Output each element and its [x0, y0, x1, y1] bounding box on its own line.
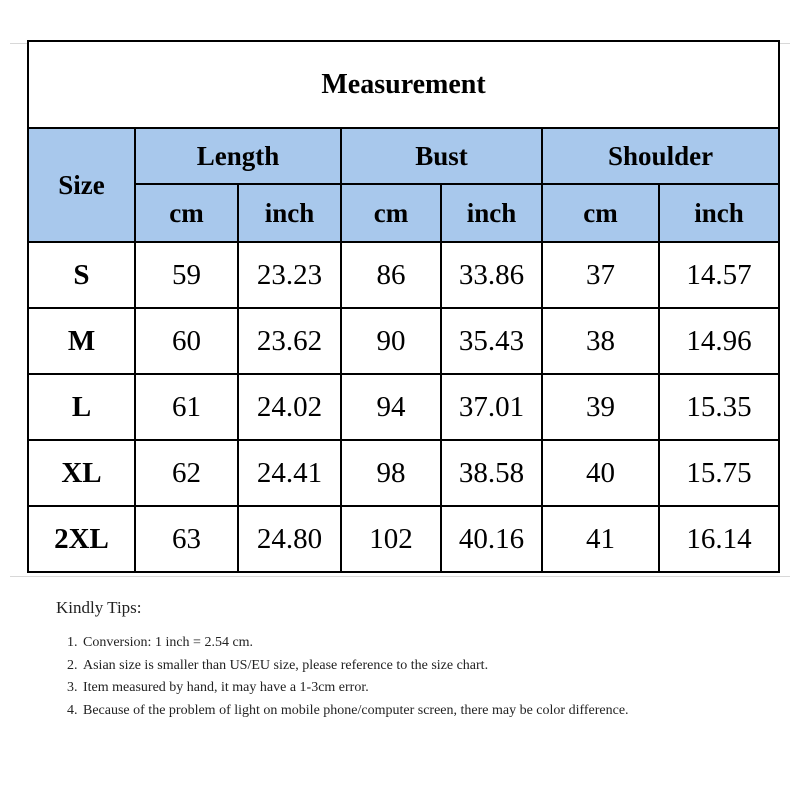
unit-header: cm [542, 184, 659, 242]
unit-header: inch [238, 184, 341, 242]
table-cell: 23.62 [238, 308, 341, 374]
size-label: L [28, 374, 135, 440]
group-header-length: Length [135, 128, 341, 184]
table-cell: 16.14 [659, 506, 779, 572]
table-cell: 38.58 [441, 440, 542, 506]
kindly-tips [56, 598, 676, 722]
table-cell: 94 [341, 374, 441, 440]
tips-list [56, 632, 676, 722]
size-header: Size [28, 128, 135, 242]
table-cell: 41 [542, 506, 659, 572]
table-cell: 14.96 [659, 308, 779, 374]
table-cell: 24.80 [238, 506, 341, 572]
tip-item: 3. Item measured by hand, it may have a 1-3cm error. [81, 677, 676, 700]
size-chart-table [27, 40, 780, 573]
unit-header: cm [341, 184, 441, 242]
table-cell: 24.02 [238, 374, 341, 440]
table-cell: 24.41 [238, 440, 341, 506]
size-label: XL [28, 440, 135, 506]
table-cell: 33.86 [441, 242, 542, 308]
tip-item: 2. Asian size is smaller than US/EU size, please reference to the size chart. [81, 655, 676, 678]
table-row [28, 308, 779, 374]
table-cell: 38 [542, 308, 659, 374]
table-cell: 37 [542, 242, 659, 308]
table-cell: 23.23 [238, 242, 341, 308]
size-label: M [28, 308, 135, 374]
table-cell: 102 [341, 506, 441, 572]
table-cell: 61 [135, 374, 238, 440]
table-cell: 60 [135, 308, 238, 374]
table-cell: 14.57 [659, 242, 779, 308]
table-cell: 37.01 [441, 374, 542, 440]
tip-item: 4. Because of the problem of light on mobile phone/computer screen, there may be color difference. [81, 700, 676, 723]
table-cell: 98 [341, 440, 441, 506]
unit-header: cm [135, 184, 238, 242]
table-cell: 40.16 [441, 506, 542, 572]
table-cell: 86 [341, 242, 441, 308]
table-cell: 59 [135, 242, 238, 308]
table-cell: 15.35 [659, 374, 779, 440]
group-header-bust: Bust [341, 128, 542, 184]
table-row [28, 374, 779, 440]
tips-title: Kindly Tips: [56, 598, 142, 617]
size-label: 2XL [28, 506, 135, 572]
table-row [28, 440, 779, 506]
table-cell: 39 [542, 374, 659, 440]
unit-header: inch [659, 184, 779, 242]
table-cell: 35.43 [441, 308, 542, 374]
table-cell: 40 [542, 440, 659, 506]
table-title: Measurement [28, 41, 779, 128]
table-row [28, 506, 779, 572]
unit-header: inch [441, 184, 542, 242]
group-header-shoulder: Shoulder [542, 128, 779, 184]
table-cell: 63 [135, 506, 238, 572]
size-label: S [28, 242, 135, 308]
bottom-divider [10, 576, 790, 577]
table-cell: 90 [341, 308, 441, 374]
table-cell: 15.75 [659, 440, 779, 506]
table-cell: 62 [135, 440, 238, 506]
table-row [28, 242, 779, 308]
tip-item: 1. Conversion: 1 inch = 2.54 cm. [81, 632, 676, 655]
